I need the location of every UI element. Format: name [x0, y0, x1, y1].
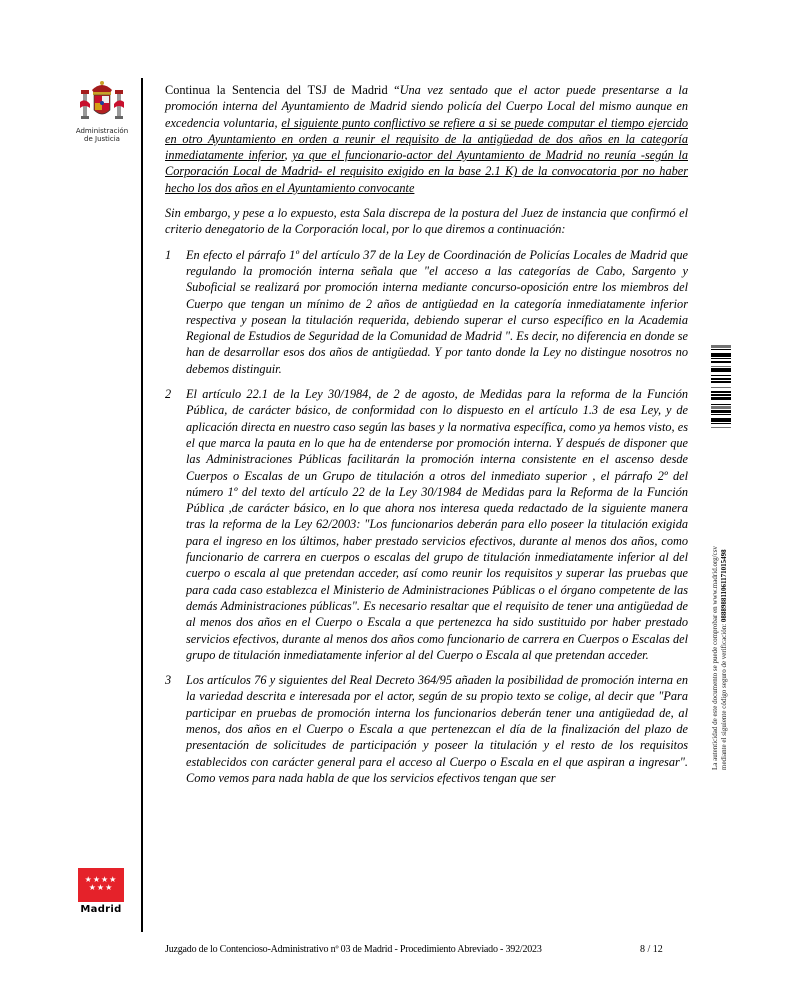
- logo-caption: [70, 127, 134, 143]
- page-number: 8 / 12: [640, 944, 663, 955]
- list-item-text: Los artículos 76 y siguientes del Real Decreto 364/95 añaden la posibilidad de promoción interna en la variedad descrita e interesada por el actor, según de su propio texto se colige, al decir que "Para participar en pruebas de promoción interna los funcionarios deberán tener una antigüedad de, al menos, dos años en el Cuerpo o Escala a que pertenezcan el día de la finalización del plazo de presentación de solicitudes de participación y poseer la titulación y el resto de los requisitos establecidos con carácter general para el acceso al Cuerpo o Escala en el que aspiran a ingresar". Como vemos para nada habla de que los servicios efectivos tengan que ser: [186, 673, 688, 785]
- intro-underlined-text-1: el siguiente punto conflictivo se refiere a si se puede computar el tiempo ejercido en otro Ayuntamiento en orden a reunir el requisito de la antigüedad de dos años en la categoría inmediatamente inferior: [165, 115, 688, 163]
- intro-separator: ,: [284, 148, 293, 163]
- barcode-bar: [711, 345, 731, 348]
- intro-italic-text: Una vez sentado que el actor puede presentarse a la promoción interna del Ayuntamiento de Madrid siendo policía del Cuerpo Local del mismo aunque en excedencia voluntaria,: [165, 83, 688, 130]
- spain-coat-of-arms-icon: [77, 78, 127, 126]
- list-item-number: 3: [165, 673, 172, 688]
- intro-underlined-text-2: ya que el funcionario-actor del Ayuntamiento de Madrid no reunía -según la Corporación Local de Madrid- el requisito exigido en la base 2.1 K) de la convocatoria por no haber hecho los dos años en el Ayuntamiento convocante: [165, 148, 688, 195]
- madrid-flag-icon: [78, 868, 124, 902]
- list-item-number: 1: [165, 247, 172, 262]
- margin-divider: [141, 78, 143, 932]
- intro-paragraph: [165, 82, 688, 196]
- comunidad-madrid-logo: [77, 868, 125, 915]
- verification-code: 0888988110611710154​98: [720, 549, 728, 623]
- verification-prefix: mediante el siguiente código seguro de verificación:: [720, 622, 728, 770]
- intro-plain-text: Continua la Sentencia del TSJ de Madrid “: [165, 83, 400, 97]
- stars-icon: ★★★★ ★★★: [84, 875, 118, 892]
- verification-line-1: La autenticidad de este documento se puede comprobar en www.madrid.org/csv: [711, 546, 719, 770]
- document-body: [165, 82, 688, 795]
- logo-caption-line-1: Administración: [75, 127, 129, 135]
- verification-line-2: [720, 350, 729, 770]
- list-item: [165, 386, 688, 663]
- madrid-logo-caption: Madrid: [80, 904, 122, 915]
- list-item-text: El artículo 22.1 de la Ley 30/1984, de 2 de agosto, de Medidas para la reforma de la Función Pública, de carácter básico, de conformidad con lo dispuesto en el artículo 1.3 de esa Ley, y de aplicación directa en nuestro caso según las bases y la normativa específica, como ya hemos visto, es el que marca la pauta en lo que ha de entenderse por promoción interna. Y después de disponer que las Administraciones Públicas facilitarán la promoción interna consistente en el ascenso desde Cuerpos o Escalas de un Grupo de titulación a otros del inmediato superior , el párrafo 2º del número 1º del texto del artículo 22 de la Ley 30/1984 de Medidas para la Reforma de la Función Pública ,de carácter básico, en lo que ahora nos interesa queda redactado de la siguiente manera tras la reforma de la Ley 62/2003: "Los funcionarios deberán para ello poseer la titulación exigida para el ingreso en los últimos, haber prestado servicios efectivos, durante al menos dos años, como funcionario de carrera en cuerpos o escalas del grupo de titulación inmediatamente inferior al del cuerpo o escala al que pretendan acceder, así como reunir los requisitos y superar las pruebas que para cada caso establezca el Ministerio de Administraciones Públicas o el órgano competente de las demás Administraciones públicas". Es necesario resaltar que el requisito de tener una antigüedad de al menos dos años en el Cuerpo o Escala a que pertenezca ha sido sustituido por haber prestado servicios efectivos, durante al menos dos años como funcionario de carrera en Cuerpos o Escalas del grupo de titulación inmediatamente inferior al del Cuerpo o Escala al que pretendan acceder.: [186, 387, 688, 662]
- logo-caption-line-2: de Justicia: [84, 135, 120, 143]
- list-item: [165, 247, 688, 377]
- verification-text: [711, 350, 729, 770]
- paragraph-sin-embargo: [165, 205, 688, 238]
- footer-court-reference: Juzgado de lo Contencioso-Administrativo nº 03 de Madrid - Procedimiento Abreviado - 392/2023: [165, 944, 542, 955]
- administracion-justicia-logo: [70, 78, 134, 152]
- list-item-text: En efecto el párrafo 1º del artículo 37 de la Ley de Coordinación de Policías Locales de Madrid que regulando la promoción interna señala que "el acceso a las categorías de Cabo, Sargento y Suboficial se realizará por promoción interna mediante concurso-oposición entre los miembros del Cuerpo que tengan un mínimo de 2 años de antigüedad en la categoría inmediatamente inferior respectiva y posean la titulación requerida, debiendo superar el curso específico en la Academia Regional de Estudios de Seguridad de la Comunidad de Madrid ". Es decir, no diferencia en donde se han de desarrollar esos dos años de antigüedad. Y por tanto donde la Ley no distingue nosotros no debemos distinguir.: [186, 247, 688, 376]
- list-item: [165, 672, 688, 786]
- list-item-number: 2: [165, 387, 172, 402]
- paragraph-2-text: Sin embargo, y pese a lo expuesto, esta Sala discrepa de la postura del Juez de instancia que confirmó el criterio denegatorio de la Corporación local, por lo que diremos a continuación:: [165, 206, 688, 237]
